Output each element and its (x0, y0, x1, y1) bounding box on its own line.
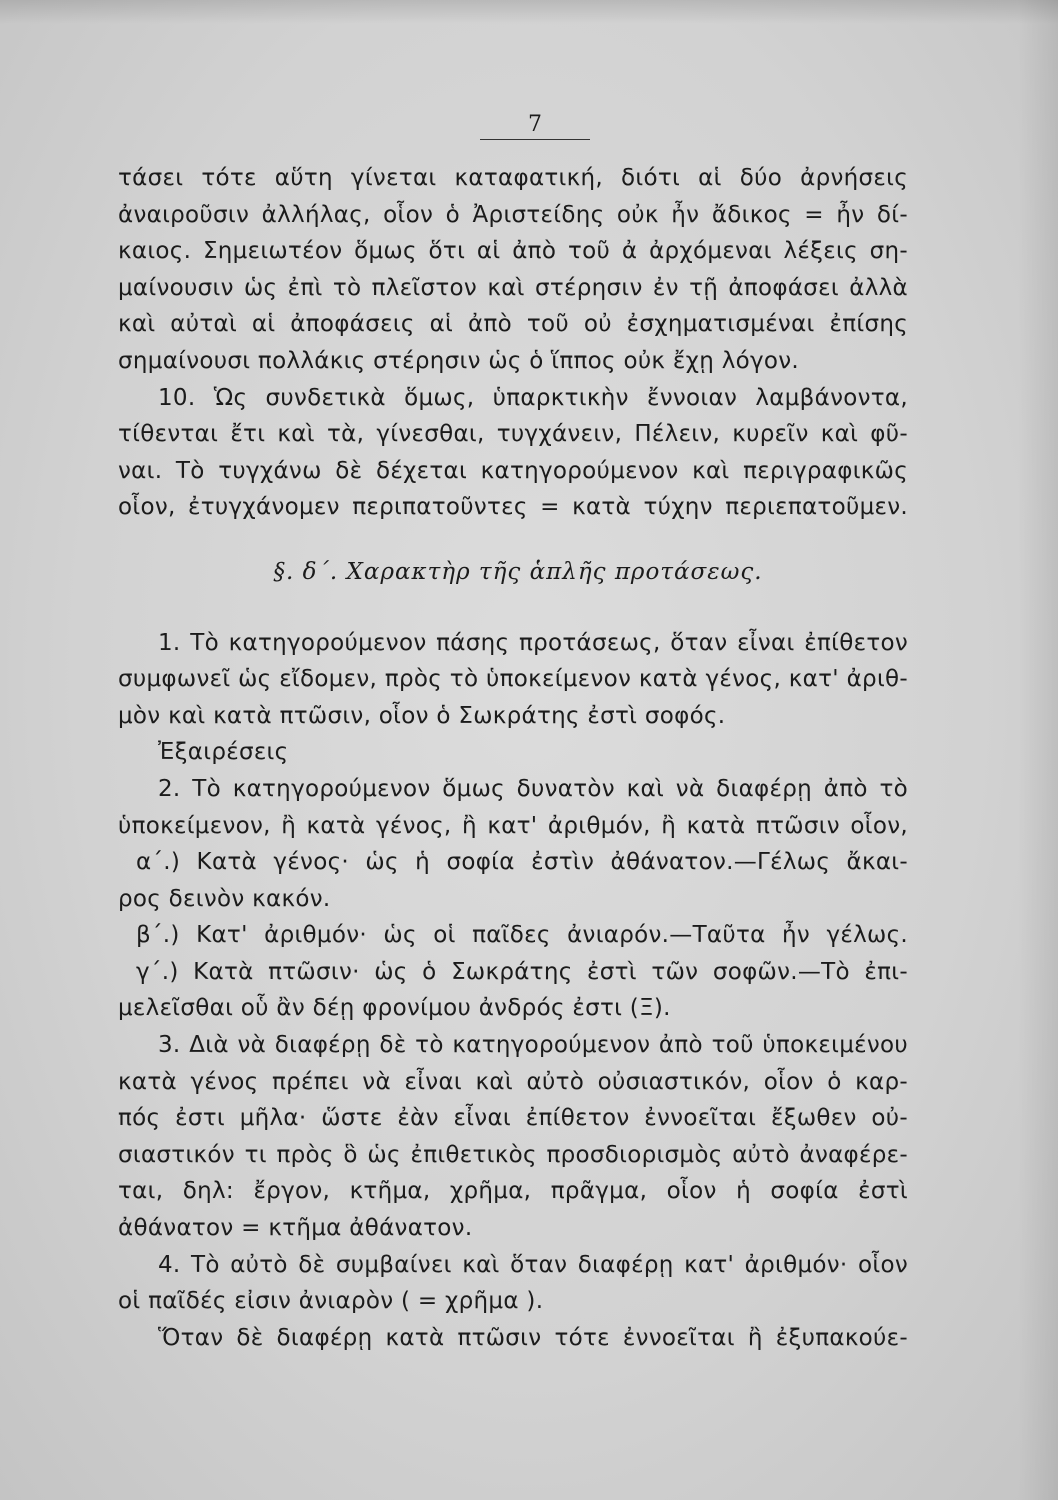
text-line: ναι. Τὸ τυγχάνω δὲ δέχεται κατηγορούμενον καὶ περιγραφικῶς (118, 457, 908, 484)
text-line: τάσει τότε αὕτη γίνεται καταφατική, διότι αἱ δύο ἀρνήσεις (118, 165, 908, 191)
text-line: καὶ αὐταὶ αἱ ἀποφάσεις αἱ ἀπὸ τοῦ οὐ ἐσχηματισμέναι ἐπίσης (118, 311, 908, 338)
text-line: σημαίνουσι πολλάκις στέρησιν ὡς ὁ ἵππος οὐκ ἔχῃ λόγον. (118, 347, 800, 374)
text-line: ρος δεινὸν κακόν. (118, 885, 331, 912)
text-line: ἀθάνατον = κτῆμα ἀθάνατον. (118, 1215, 473, 1242)
text-line: ἀναιροῦσιν ἀλλήλας, οἷον ὁ Ἀριστείδης οὐκ ἦν ἄδικος = ἦν δί- (118, 201, 908, 228)
text-line: β΄.) Κατ' ἀριθμόν· ὡς οἱ παῖδες ἀνιαρόν.—Ταῦτα ἦν γέλως. (136, 922, 908, 949)
page-number: 7 (480, 112, 590, 140)
text-line: ται, δηλ: ἔργον, κτῆμα, χρῆμα, πρᾶγμα, οἷον ἡ σοφία ἐστὶ (118, 1178, 908, 1205)
text-line: πός ἐστι μῆλα· ὥστε ἐὰν εἶναι ἐπίθετον ἐννοεῖται ἔξωθεν οὐ- (118, 1105, 908, 1132)
top-shadow (0, 0, 1058, 24)
text-line: σιαστικόν τι πρὸς ὃ ὡς ἐπιθετικὸς προσδιορισμὸς αὐτὸ ἀναφέρε- (118, 1141, 908, 1168)
text-line: 1. Τὸ κατηγορούμενον πάσης προτάσεως, ὅταν εἶναι ἐπίθετον (158, 629, 908, 656)
text-line: κατὰ γένος πρέπει νὰ εἶναι καὶ αὐτὸ οὐσιαστικόν, οἷον ὁ καρ- (118, 1068, 908, 1095)
text-line: 3. Διὰ νὰ διαφέρῃ δὲ τὸ κατηγορούμενον ἀπὸ τοῦ ὑποκειμένου (158, 1032, 908, 1059)
text-line: 2. Τὸ κατηγορούμενον ὅμως δυνατὸν καὶ νὰ διαφέρῃ ἀπὸ τὸ (158, 775, 908, 802)
text-line: καιος. Σημειωτέον ὅμως ὅτι αἱ ἀπὸ τοῦ ἀ ἀρχόμεναι λέξεις ση- (118, 238, 908, 265)
text-line: τίθενται ἔτι καὶ τὰ, γίνεσθαι, τυγχάνειν, Πέλειν, κυρεῖν καὶ φῦ- (118, 421, 908, 448)
text-line: μελεῖσθαι οὗ ἂν δέῃ φρονίμου ἀνδρός ἐστι (Ξ). (118, 995, 671, 1022)
text-line: α΄.) Κατὰ γένος· ὡς ἡ σοφία ἐστὶν ἀθάνατον.—Γέλως ἄκαι- (136, 849, 908, 876)
text-line: μὸν καὶ κατὰ πτῶσιν, οἷον ὁ Σωκράτης ἐστὶ σοφός. (118, 702, 726, 729)
text-line: ὑποκείμενον, ἢ κατὰ γένος, ἢ κατ' ἀριθμόν, ἢ κατὰ πτῶσιν οἷον, (118, 812, 908, 839)
text-line: συμφωνεῖ ὡς εἴδομεν, πρὸς τὸ ὑποκείμενον κατὰ γένος, κατ' ἀριθ- (118, 666, 908, 693)
text-line: οἷον, ἐτυγχάνομεν περιπατοῦντες = κατὰ τύχην περιεπατοῦμεν. (118, 494, 908, 521)
subheading-exceptions: Ἐξαιρέσεις (158, 739, 289, 766)
text-line: 4. Τὸ αὐτὸ δὲ συμβαίνει καὶ ὅταν διαφέρῃ κατ' ἀριθμόν· οἷον (158, 1251, 908, 1278)
text-line: οἱ παῖδές εἰσιν ἀνιαρὸν ( = χρῆμα ). (118, 1288, 544, 1315)
spacer (118, 526, 908, 554)
text-line: 10. Ὡς συνδετικὰ ὅμως, ὑπαρκτικὴν ἔννοιαν λαμβάνοντα, (158, 384, 908, 411)
text-line: Ὅταν δὲ διαφέρῃ κατὰ πτῶσιν τότε ἐννοεῖται ἢ ἐξυπακούε- (158, 1324, 908, 1351)
text-line: γ΄.) Κατὰ πτῶσιν· ὡς ὁ Σωκράτης ἐστὶ τῶν σοφῶν.—Τὸ ἐπι- (136, 958, 908, 985)
spacer (118, 591, 908, 625)
text-line: μαίνουσιν ὡς ἐπὶ τὸ πλεῖστον καὶ στέρησιν ἐν τῇ ἀποφάσει ἀλλὰ (118, 274, 908, 301)
edge-shadow (1018, 0, 1058, 1500)
body-text (118, 160, 908, 1356)
section-heading: §. δ΄. Χαρακτὴρ τῆς ἁπλῆς προτάσεως. (273, 558, 763, 585)
